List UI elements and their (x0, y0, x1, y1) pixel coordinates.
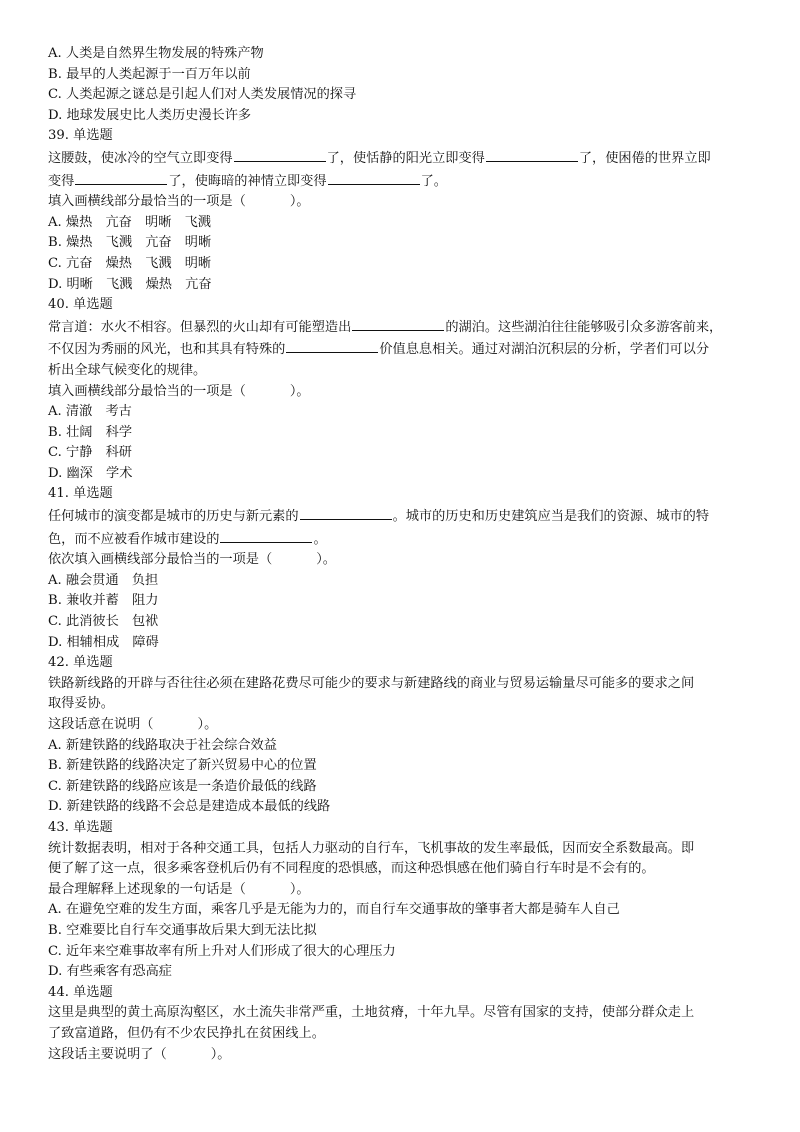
fill-blank (300, 505, 392, 520)
option-d: D. 地球发展史比人类历史漫长许多 (48, 107, 252, 123)
option-d: D. 明晰 飞溅 燥热 亢奋 (48, 276, 212, 292)
prompt-text: 依次填入画横线部分最恰当的一项是（ (48, 552, 273, 568)
option-d: D. 幽深 学术 (48, 465, 133, 481)
question-prompt (48, 1045, 758, 1066)
question-prompt (48, 880, 758, 901)
stem-text: 常言道：水火不相容。但暴烈的火山却有可能塑造出 (48, 319, 352, 335)
option-c: C. 亢奋 燥热 飞溅 明晰 (48, 255, 212, 271)
option-b: B. 空难要比自行车交通事故后果大到无法比拟 (48, 922, 317, 938)
question-stem-line (48, 316, 758, 339)
option-a: A. 新建铁路的线路取决于社会综合效益 (48, 737, 277, 753)
question-39 (48, 126, 758, 295)
fill-blank (352, 316, 444, 331)
question-prompt (48, 550, 758, 571)
option-d: D. 相辅相成 障碍 (48, 634, 159, 650)
question-prompt (48, 715, 758, 736)
option-a: A. 燥热 亢奋 明晰 飞溅 (48, 214, 211, 230)
question-prompt (48, 192, 758, 213)
option-b: B. 兼收并蓄 阻力 (48, 593, 159, 609)
stem-text: 了，使困倦的世界立即 (578, 150, 711, 166)
option-b: B. 最早的人类起源于一百万年以前 (48, 66, 251, 82)
prompt-text: ）。 (289, 194, 310, 210)
prompt-text: ）。 (210, 1046, 231, 1062)
option-b: B. 燥热 飞溅 亢奋 明晰 (48, 235, 212, 251)
stem-text: 这腰鼓，使冰冷的空气立即变得 (48, 150, 233, 166)
prev-question-options (48, 44, 758, 126)
fill-blank (328, 170, 420, 185)
question-41 (48, 484, 758, 653)
question-stem-line: 便了解了这一点，很多乘客登机后仍有不同程度的恐惧感，而这种恐惧感在他们骑自行车时是不会有的。 (48, 861, 655, 877)
question-stem-line (48, 528, 758, 551)
question-header: 43. 单选题 (48, 819, 113, 835)
question-stem-line (48, 505, 758, 528)
question-header: 40. 单选题 (48, 297, 113, 313)
option-d: D. 有些乘客有恐高症 (48, 964, 172, 980)
question-42 (48, 653, 758, 818)
stem-text: 任何城市的演变都是城市的历史与新元素的 (48, 509, 299, 525)
stem-text: 析出全球气候变化的规律。 (48, 362, 207, 378)
option-c: C. 此消彼长 包袱 (48, 614, 159, 630)
fill-blank (286, 338, 378, 353)
prompt-text: ）。 (289, 881, 310, 897)
question-header: 39. 单选题 (48, 128, 113, 144)
question-44 (48, 983, 758, 1065)
stem-text: 了。 (420, 173, 447, 189)
question-stem-line: 了致富道路，但仍有不少农民挣扎在贫困线上。 (48, 1025, 325, 1041)
question-stem-line (48, 338, 758, 361)
question-stem-line (48, 361, 758, 382)
question-43 (48, 818, 758, 983)
prompt-text: 最合理解释上述现象的一句话是（ (48, 881, 246, 897)
question-40 (48, 295, 758, 484)
stem-text: 色，而不应被看作城市建设的 (48, 531, 220, 547)
fill-blank (75, 170, 167, 185)
option-c: C. 近年来空难事故率有所上升对人们形成了很大的心理压力 (48, 943, 396, 959)
option-b: B. 壮阔 科学 (48, 424, 133, 440)
prompt-text: ）。 (289, 383, 310, 399)
question-stem-line (48, 170, 758, 193)
question-stem-line: 统计数据表明，相对于各种交通工具，包括人力驱动的自行车，飞机事故的发生率最低，因而安全系数最高。即 (48, 840, 695, 856)
fill-blank (220, 528, 312, 543)
stem-text: 了，使晦暗的神情立即变得 (168, 173, 327, 189)
option-a: A. 在避免空难的发生方面，乘客几乎是无能为力的，而自行车交通事故的肇事者大都是骑车人自己 (48, 902, 620, 918)
option-d: D. 新建铁路的线路不会总是建造成本最低的线路 (48, 799, 331, 815)
option-c: C. 新建铁路的线路应该是一条造价最低的线路 (48, 778, 317, 794)
prompt-text: ）。 (316, 552, 336, 568)
stem-text: 的湖泊。这些湖泊往往能够吸引众多游客前来， (445, 319, 723, 335)
stem-text: 。 (313, 531, 327, 547)
question-stem-line: 取得妥协。 (48, 696, 114, 712)
option-a: A. 人类是自然界生物发展的特殊产物 (48, 46, 264, 61)
stem-text: 。城市的历史和历史建筑应当是我们的资源、城市的特 (392, 509, 710, 525)
question-header: 41. 单选题 (48, 486, 113, 502)
stem-text: 变得 (48, 173, 75, 189)
option-b: B. 新建铁路的线路决定了新兴贸易中心的位置 (48, 758, 317, 774)
prompt-text: 这段话主要说明了（ (48, 1046, 167, 1062)
stem-text: 价值息息相关。通过对湖泊沉积层的分析，学者们可以分 (379, 342, 710, 358)
prompt-text: 这段话意在说明（ (48, 717, 154, 732)
option-c: C. 人类起源之谜总是引起人们对人类发展情况的探寻 (48, 87, 357, 103)
question-stem-line: 铁路新线路的开辟与否往往必须在建路花费尽可能少的要求与新建路线的商业与贸易运输量尽可能多的要求之间 (48, 675, 695, 691)
question-header: 42. 单选题 (48, 655, 113, 671)
question-header: 44. 单选题 (48, 984, 113, 1000)
question-stem-line (48, 147, 758, 170)
option-a: A. 清澈 考古 (48, 404, 132, 420)
prompt-text: 填入画横线部分最恰当的一项是（ (48, 194, 246, 210)
prompt-text: ）。 (197, 717, 218, 732)
fill-blank (234, 147, 326, 162)
fill-blank (486, 147, 578, 162)
question-stem-line: 这里是典型的黄土高原沟壑区，水土流失非常严重，土地贫瘠，十年九旱。尽管有国家的支持，使部分群众走上 (48, 1005, 695, 1021)
option-a: A. 融会贯通 负担 (48, 572, 159, 588)
prompt-text: 填入画横线部分最恰当的一项是（ (48, 383, 246, 399)
question-prompt (48, 382, 758, 403)
stem-text: 了，使恬静的阳光立即变得 (326, 150, 485, 166)
stem-text: 不仅因为秀丽的风光，也和其具有特殊的 (48, 342, 286, 358)
option-c: C. 宁静 科研 (48, 445, 132, 461)
